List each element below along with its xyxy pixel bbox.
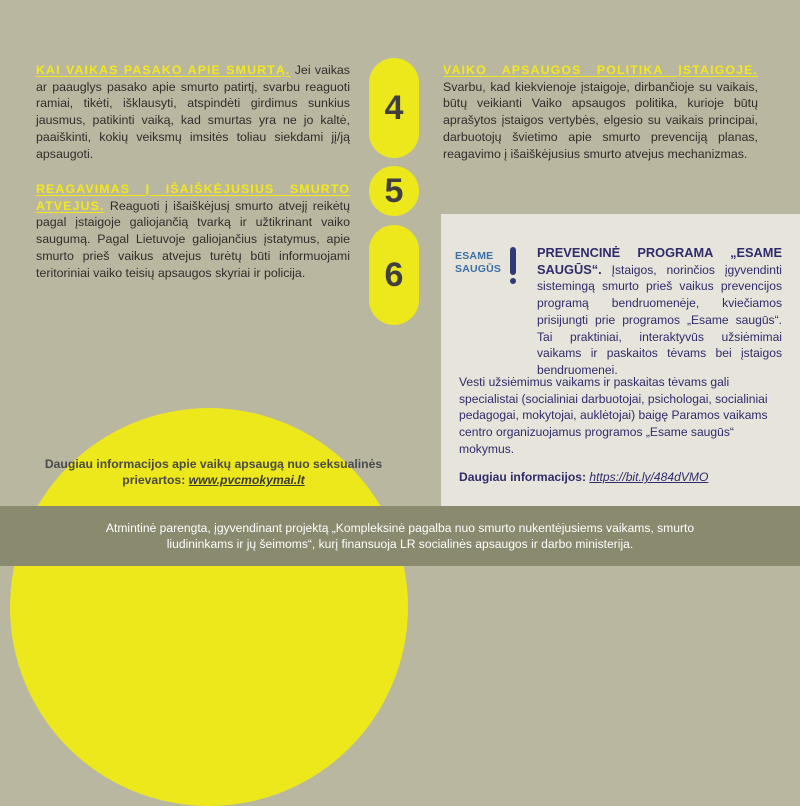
program-more-link[interactable]: https://bit.ly/484dVMO (589, 470, 709, 484)
section-5-text (36, 181, 350, 281)
program-more-label: Daugiau informacijos: (459, 470, 587, 484)
logo-line-2: SAUGŪS (455, 263, 502, 275)
section-5-heading: REAGAVIMAS Į IŠAIŠKĖJUSIUS SMURTO ATVEJUS. (36, 182, 350, 213)
section-4-text (36, 62, 350, 162)
section-5-body: Reaguoti į išaiškėjusį smurto atvejį reikėtų pagal įstaigoje galiojančią tvarką ir užtikrinant vaiko saugumą. Pagal Lietuvoje galiojančius įstatymus, apie smurto prieš vaikus atvejus turėtų būti informuojami teritoriniai vaiko teisių apsaugos skyriai ir policija. (36, 198, 350, 280)
more-info-link[interactable]: www.pvcmokymai.lt (188, 473, 305, 487)
footer-bar (0, 506, 800, 566)
section-4-heading: KAI VAIKAS PASAKO APIE SMURTĄ. (36, 63, 291, 77)
section-6-heading: VAIKO APSAUGOS POLITIKA ĮSTAIGOJE. (443, 63, 758, 77)
exclamation-icon (508, 247, 518, 287)
section-6-text (443, 62, 758, 162)
section-6-body: Svarbu, kad kiekvienoje įstaigoje, dirbančioje su vaikais, būtų veikianti Vaiko apsaugos politika, kurioje būtų aprašytos įstaigos vertybės, elgesio su vaikais principai, darbuotojų švietimo apie smurto prevenciją planas, reagavimo į išaiškėjusius smurto atvejus mechanizmas. (443, 79, 758, 161)
program-intro (537, 245, 782, 379)
number-badge-5: 5 (369, 166, 419, 216)
number-badge-4: 4 (369, 58, 419, 158)
section-4-body: Jei vaikas ar paauglys pasako apie smurto patirtį, svarbu reaguoti ramiai, tikėti, išklausyti, atspindėti girdimus sunkius jausmus, patikinti vaiką, kad smurtas yra ne jo kaltė, paaiškinti, kokių veiksmų imsitės toliau siekdami jį/ją apsaugoti. (36, 63, 350, 161)
program-more-info (459, 469, 781, 486)
program-body: Įstaigos, norinčios įgyvendinti sistemingą smurto prieš vaikus prevencijos programą bendruomenėje, kviečiamos prisijungti prie programos „Esame saugūs“. Tai praktiniai, interaktyvūs užsiėmimai vaikams ir paskaitos tėvams bei įstaigos bendruomenei. (537, 262, 782, 377)
program-heading: PREVENCINĖ PROGRAMA „ESAME SAUGŪS“. (537, 245, 782, 277)
footer-text: Atmintinė parengta, įgyvendinant projektą „Kompleksinė pagalba nuo smurto nukentėjusiems vaikams, smurto liudininkams ir jų šeimoms“, kurį finansuoja LR socialinės apsaugos ir darbo ministerija. (105, 520, 695, 551)
esame-saugus-logo (455, 250, 535, 290)
number-badge-6: 6 (369, 225, 419, 325)
more-info-text (36, 456, 391, 488)
program-paragraph-2: Vesti užsiėmimus vaikams ir paskaitas tėvams gali specialistai (socialiniai darbuotojai, psichologai, socialiniai pedagogai, mokytojai, auklėtojai) baigę Paramos vaikams centro organizuojamus programos „Esame saugūs“ mokymus. (459, 375, 768, 456)
logo-line-1: ESAME (455, 250, 494, 262)
more-info-label: Daugiau informacijos apie vaikų apsaugą nuo seksualinės prievartos: (44, 457, 383, 487)
